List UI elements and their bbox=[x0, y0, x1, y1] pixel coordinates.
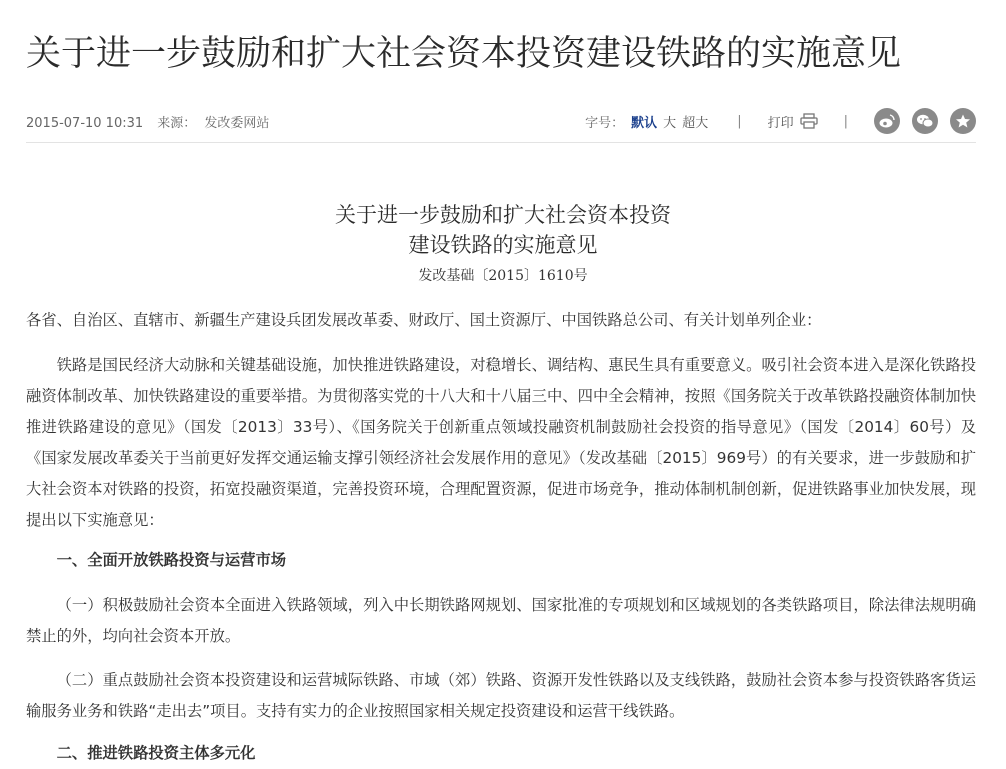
article-meta-left bbox=[26, 112, 279, 131]
font-size-xlarge-button[interactable]: 超大 bbox=[682, 115, 709, 131]
divider: | bbox=[737, 113, 742, 129]
document-title-line-2: 建设铁路的实施意见 bbox=[408, 233, 598, 257]
publish-datetime: 2015-07-10 10:31 bbox=[26, 116, 144, 131]
source-name: 发改委网站 bbox=[204, 116, 270, 131]
source-label: 来源： bbox=[157, 116, 197, 131]
divider: | bbox=[843, 113, 848, 129]
printer-icon bbox=[800, 113, 818, 129]
section-heading: 一、全面开放铁路投资与运营市场 bbox=[56, 551, 287, 569]
document-title-line-1: 关于进一步鼓励和扩大社会资本投资 bbox=[335, 203, 671, 227]
article-headline: 关于进一步鼓励和扩大社会资本投资建设铁路的实施意见 bbox=[26, 34, 902, 74]
print-button[interactable] bbox=[768, 112, 818, 131]
addressee-paragraph: 各省、自治区、直辖市、新疆生产建设兵团发展改革委、财政厅、国土资源厅、中国铁路总公司、有关计划单列企业： bbox=[26, 311, 822, 329]
section-heading-next: 二、推进铁路投资主体多元化 bbox=[56, 744, 256, 762]
weibo-icon[interactable] bbox=[874, 108, 900, 134]
article-tools bbox=[585, 104, 976, 138]
article-meta-bar bbox=[26, 104, 976, 143]
print-label: 打印 bbox=[767, 115, 794, 131]
font-size-default-button[interactable]: 默认 bbox=[631, 115, 658, 131]
item-paragraph: （二）重点鼓励社会资本投资建设和运营城际铁路、市域（郊）铁路、资源开发性铁路以及支线铁路，鼓励社会资本参与投资铁路客货运输服务业务和铁路“走出去”项目。支持有实力的企业按照国家相关规定投资建设和运营干线铁路。 bbox=[26, 671, 976, 720]
item-paragraph: （一）积极鼓励社会资本全面进入铁路领域，列入中长期铁路网规划、国家批准的专项规划和区域规划的各类铁路项目，除法律法规明确禁止的外，均向社会资本开放。 bbox=[26, 596, 976, 645]
intro-paragraph: 铁路是国民经济大动脉和关键基础设施，加快推进铁路建设，对稳增长、调结构、惠民生具有重要意义。吸引社会资本进入是深化铁路投融资体制改革、加快铁路建设的重要举措。为贯彻落实党的十八大和十八届三中、四中全会精神，按照《国务院关于改革铁路投融资体制加快推进铁路建设的意见》（国发〔2013〕33号）、《国务院关于创新重点领域投融资机制鼓励社会投资的指导意见》（国发〔2014〕60号）及《国家发展改革委关于当前更好发挥交通运输支撑引领经济社会发展作用的意见》（发改基础〔2015〕969号）的有关要求，进一步鼓励和扩大社会资本对铁路的投资，拓宽投融资渠道，完善投资环境，合理配置资源，促进市场竞争，推动体制机制创新，促进铁路事业加快发展，现提出以下实施意见： bbox=[26, 356, 976, 529]
favorite-icon[interactable] bbox=[950, 108, 976, 134]
document-number: 发改基础〔2015〕1610号 bbox=[418, 268, 588, 284]
font-size-large-button[interactable]: 大 bbox=[663, 115, 677, 131]
wechat-icon[interactable] bbox=[912, 108, 938, 134]
font-size-label: 字号： bbox=[585, 115, 625, 131]
